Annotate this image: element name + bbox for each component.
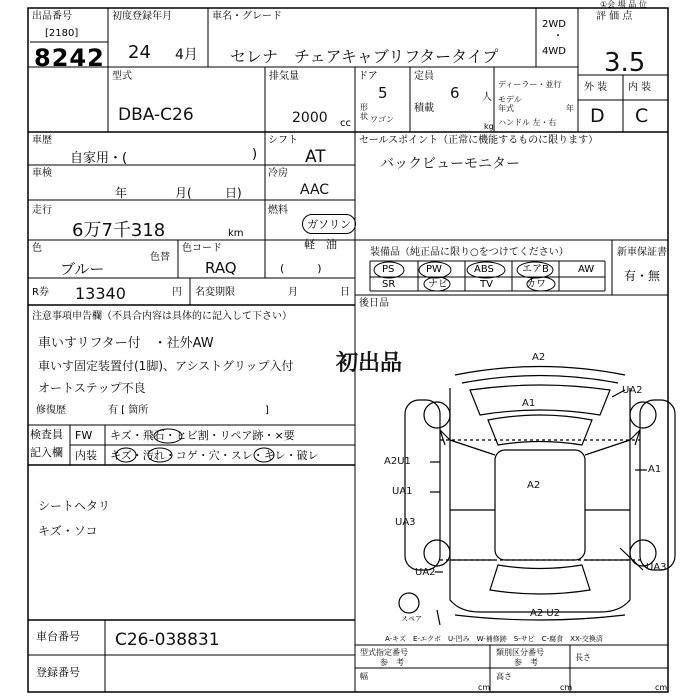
mark-rear-bumper: A2 U2 (530, 608, 561, 619)
height-cm: cm (560, 683, 573, 692)
year-unit: 年 (566, 104, 574, 113)
warranty-value: 有・無 (624, 269, 661, 283)
height-label: 高さ (496, 672, 512, 681)
equip-aw: AW (578, 264, 595, 275)
mark-hood: A1 (522, 398, 536, 409)
mark-left-rear-door: UA1 (392, 486, 413, 497)
doors-label: ドア (358, 71, 378, 82)
equip-leather: カワ (526, 279, 546, 290)
sales-point-text: バックビューモニター (380, 156, 520, 172)
doors-value: 5 (378, 84, 388, 102)
chassis-label: 車台番号 (36, 630, 80, 643)
mark-left-sill: UA3 (395, 517, 416, 528)
length-label: 長さ (575, 653, 591, 662)
mark-left-front-door: A2U1 (384, 456, 411, 467)
history-paren: ) (252, 147, 258, 162)
interior-label: 内 装 (628, 82, 652, 93)
car-name: セレナ チェアキャブリフタータイプ (230, 47, 499, 66)
model-value: DBA-C26 (118, 105, 194, 125)
notes-line-2: 車いす固定装置付(1脚)、アシストグリップ入付 (38, 359, 294, 373)
mark-roof: A2 (527, 480, 541, 491)
damage-legend: A-キズ E-エクボ U-凹み W-補修跡 S-サビ C-腐食 XX-交換済 (385, 635, 603, 643)
equip-pw: PW (426, 264, 442, 275)
shape-value: ワゴン (370, 115, 394, 124)
equip-ps: PS (382, 264, 395, 275)
ac-label: 冷房 (268, 168, 288, 179)
cc-unit: cc (340, 118, 351, 129)
fuel-gasoline: ガソリン (302, 214, 356, 234)
lot-number: 8242 (34, 44, 105, 72)
load-unit: kg (484, 122, 494, 131)
mileage-label: 走行 (32, 205, 52, 216)
inspection-year: 年 (115, 186, 128, 200)
equip-tv: TV (480, 279, 493, 290)
name-change-day: 日 (340, 287, 350, 298)
inspector-label: 検査員 (30, 428, 63, 441)
fuel-paren: ( ) (280, 262, 322, 275)
displacement-label: 排気量 (269, 71, 299, 82)
name-change-month: 月 (288, 287, 298, 298)
length-cm: cm (655, 683, 668, 692)
car-name-label: 車名・グレード (212, 11, 282, 22)
first-reg-label: 初度登録年月 (112, 11, 172, 22)
4wd-label: 4WD (542, 46, 566, 57)
notes-line-3: オートステップ不良 (38, 381, 146, 395)
handwritten-note-1: シートヘタリ (38, 499, 111, 513)
shift-value: AT (305, 147, 326, 167)
capacity-value: 6 (450, 84, 460, 102)
wd-separator: ・ (553, 31, 563, 42)
recycle-label: R券 (32, 287, 49, 298)
notes-line-1: 車いすリフター付 ・社外AW (38, 336, 214, 351)
exterior-grade: D (590, 105, 605, 127)
mileage-value: 6万7千318 (72, 220, 166, 241)
mark-right-rear: UA3 (646, 562, 667, 573)
category-label: 類別区分番号 (496, 648, 544, 657)
equip-airbag: エアB (522, 264, 549, 275)
width-cm: cm (478, 683, 491, 692)
2wd-label: 2WD (542, 19, 566, 30)
color-code: RAQ (205, 259, 237, 277)
name-change-label: 名変期限 (195, 287, 235, 298)
equip-abs: ABS (474, 264, 494, 275)
capacity-unit: 人 (482, 92, 492, 103)
fuel-diesel: 軽 油 (304, 238, 337, 251)
equipment-label: 装備品（純正品に限り○をつけてください） (370, 247, 569, 258)
rating-value: 3.5 (604, 48, 646, 78)
interior-grade: C (635, 105, 649, 127)
fuel-label: 燃料 (268, 205, 288, 216)
spare-label: スペア (401, 615, 422, 623)
ac-value: AAC (300, 182, 330, 198)
repair-history-label: 修復歴 (36, 405, 66, 416)
inspection-label: 車検 (32, 168, 52, 179)
load-label: 積載 (414, 103, 434, 114)
shift-label: シフト (268, 135, 298, 146)
top-right-text: ①会 場 品 位 (600, 0, 647, 9)
fw-items: キズ・飛石・ヒビ割・リペア跡・×要 (110, 429, 295, 442)
mark-right-side: A1 (648, 464, 662, 475)
chassis-value: C26-038831 (115, 630, 220, 650)
interior-inspect-label: 内装 (75, 449, 97, 462)
mark-front-bumper: A2 (532, 352, 546, 363)
mileage-unit: km (228, 228, 244, 239)
model-label: 型式 (112, 71, 132, 82)
warranty-label: 新車保証書 (617, 247, 667, 258)
mark-front-right: UA2 (622, 385, 643, 396)
history-value: 自家用・( (70, 151, 128, 166)
color-label: 色 (32, 243, 42, 254)
recycle-value: 13340 (75, 284, 126, 303)
mark-rear-left: UA2 (415, 567, 436, 578)
lot-number-label: 出品番号 (32, 11, 72, 22)
history-label: 車歴 (32, 135, 52, 146)
width-label: 幅 (360, 672, 368, 681)
exterior-label: 外 装 (584, 82, 608, 93)
interior-items: キズ・汚れ・コゲ・穴・スレ・キレ・破レ (110, 449, 319, 462)
rear-items-label: 後日品 (359, 298, 389, 309)
color-code-label: 色コード (182, 243, 222, 254)
inspection-month: 月( (175, 186, 192, 200)
first-listing-stamp: 初出品 (336, 351, 403, 376)
handwritten-note-2: キズ・ソコ (38, 524, 98, 538)
entry-label: 記入欄 (30, 446, 63, 459)
model-year-label: モデル年式 (498, 95, 522, 113)
equip-sr: SR (382, 279, 396, 290)
first-reg-year: 24 (128, 42, 151, 63)
dealer-label: ディーラー・並行 (498, 80, 562, 89)
shape-label: 形状 (360, 103, 368, 121)
color-value: ブルー (60, 260, 105, 278)
handle-label: ハンドル 左・右 (498, 118, 557, 127)
lot-sub-number: [2180] (45, 28, 79, 39)
equip-navi: ナビ (428, 279, 448, 290)
registration-label: 登録番号 (36, 666, 80, 679)
recycle-unit: 円 (172, 287, 182, 298)
notes-label: 注意事項申告欄（不具合内容は具体的に記入して下さい） (32, 311, 292, 322)
category-ref: 参 考 (514, 658, 538, 667)
rating-label: 評 価 点 (596, 11, 633, 22)
repair-history-close: ] (265, 405, 269, 416)
capacity-label: 定員 (414, 71, 434, 82)
first-reg-month: 4月 (175, 47, 198, 63)
color-change-label: 色替 (150, 252, 170, 263)
repair-history-value: 有 [ 箇所 (108, 405, 149, 416)
inspection-day: 日) (225, 186, 242, 200)
sales-point-label: セールスポイント（正常に機能するものに限ります） (359, 135, 599, 146)
fw-label: FW (75, 429, 93, 442)
type-designation-ref: 参 考 (380, 658, 404, 667)
type-designation-label: 型式指定番号 (360, 648, 408, 657)
displacement-value: 2000 (292, 110, 328, 126)
